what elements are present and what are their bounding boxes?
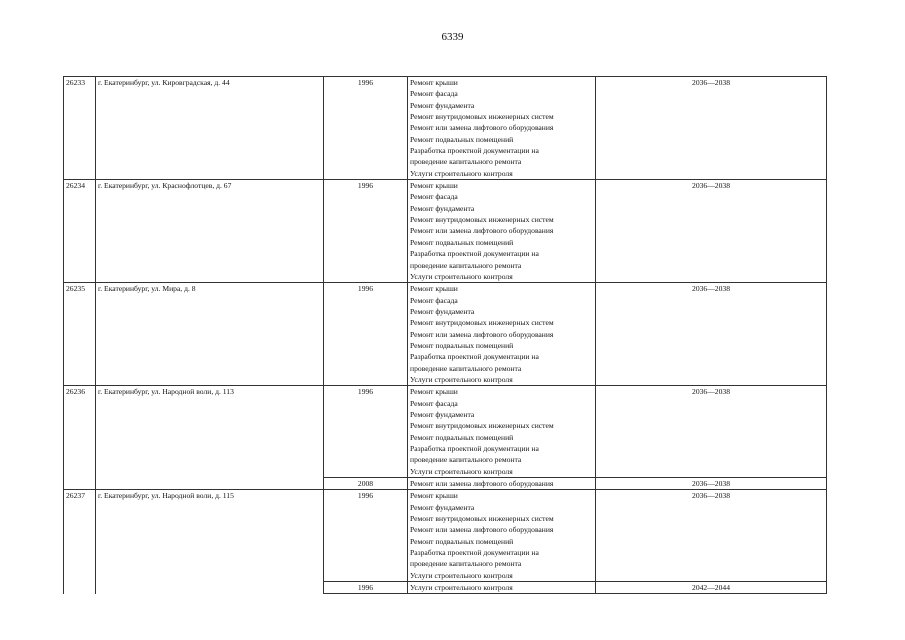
repair-period: 2042—2044 (596, 582, 827, 594)
work-item: Ремонт фундамента (410, 203, 475, 213)
work-item: Ремонт крыши (410, 78, 458, 87)
table-row (64, 77, 827, 180)
construction-year: 2008 (324, 478, 408, 490)
work-item: Ремонт подвальных помещений (410, 237, 514, 247)
table-body (64, 77, 827, 594)
work-item: Ремонт фундамента (410, 409, 475, 419)
work-item: проведение капитального ремонта (410, 559, 522, 569)
work-item: Ремонт подвальных помещений (410, 340, 514, 350)
work-item: Услуги строительного контроля (410, 271, 513, 281)
page-number: 6339 (441, 31, 464, 43)
work-item: Ремонт или замена лифтового оборудования (410, 479, 554, 489)
repair-period: 2036—2038 (596, 77, 827, 180)
work-item: Услуги строительного контроля (410, 583, 513, 593)
repair-period: 2036—2038 (596, 180, 827, 283)
work-item: Ремонт фундамента (410, 502, 475, 512)
work-list (408, 490, 596, 582)
work-item: Разработка проектной документации на (410, 146, 539, 156)
construction-year: 1996 (324, 77, 408, 180)
work-item: проведение капитального ремонта (410, 260, 522, 270)
work-item: Ремонт внутридомовых инженерных систем (410, 112, 554, 122)
work-item: Ремонт внутридомовых инженерных систем (410, 318, 554, 328)
repair-schedule-table (63, 76, 827, 594)
work-item: Ремонт подвальных помещений (410, 536, 514, 546)
work-item: Ремонт фундамента (410, 100, 475, 110)
work-item: Разработка проектной документации на (410, 444, 539, 453)
work-item: Ремонт крыши (410, 491, 458, 501)
building-address: г. Екатеринбург, ул. Мира, д. 8 (96, 283, 324, 386)
work-item: Ремонт внутридомовых инженерных систем (410, 421, 554, 431)
construction-year: 1996 (324, 582, 408, 594)
building-id: 26237 (64, 490, 96, 594)
building-id: 26235 (64, 283, 96, 386)
repair-period: 2036—2038 (596, 283, 827, 386)
repair-period: 2036—2038 (596, 490, 827, 582)
work-item: Ремонт крыши (410, 181, 458, 191)
building-address: г. Екатеринбург, ул. Народной воли, д. 115 (96, 490, 324, 594)
work-item: Ремонт или замена лифтового оборудования (410, 123, 554, 133)
table-row (64, 283, 827, 386)
work-item: Разработка проектной документации на (410, 352, 539, 362)
building-address: г. Екатеринбург, ул. Краснофлотцев, д. 67 (96, 180, 324, 283)
repair-period: 2036—2038 (596, 478, 827, 490)
building-id: 26233 (64, 77, 96, 180)
building-address: г. Екатеринбург, ул. Народной воли, д. 113 (96, 386, 324, 490)
work-item: Ремонт внутридомовых инженерных систем (410, 514, 554, 524)
building-address: г. Екатеринбург, ул. Кировградская, д. 44 (96, 77, 324, 180)
work-list (408, 478, 596, 490)
work-item: Разработка проектной документации на (410, 548, 539, 558)
table-row (64, 180, 827, 283)
work-list (408, 582, 596, 594)
work-item: Услуги строительного контроля (410, 168, 513, 178)
work-item: Ремонт крыши (410, 284, 458, 294)
work-item: Услуги строительного контроля (410, 570, 513, 580)
work-list (408, 77, 596, 180)
work-item: Услуги строительного контроля (410, 466, 513, 476)
work-item: Ремонт фасада (410, 192, 458, 202)
work-item: Разработка проектной документации на (410, 249, 539, 259)
work-item: Ремонт или замена лифтового оборудования (410, 525, 554, 535)
work-item: Ремонт фасада (410, 398, 458, 408)
work-list (408, 283, 596, 386)
work-item: Ремонт фасада (410, 295, 458, 305)
work-item: проведение капитального ремонта (410, 363, 522, 373)
work-list (408, 180, 596, 283)
work-item: Ремонт подвальных помещений (410, 134, 514, 144)
work-item: Ремонт или замена лифтового оборудования (410, 329, 554, 339)
work-item: Ремонт крыши (410, 387, 458, 397)
table-row (64, 386, 827, 478)
work-item: проведение капитального ремонта (410, 157, 522, 167)
work-item: Услуги строительного контроля (410, 374, 513, 384)
repair-period: 2036—2038 (596, 386, 827, 478)
work-item: Ремонт внутридомовых инженерных систем (410, 215, 554, 225)
work-item: Ремонт фасада (410, 89, 458, 99)
construction-year: 1996 (324, 180, 408, 283)
construction-year: 1996 (324, 490, 408, 582)
work-item: Ремонт фундамента (410, 306, 475, 316)
work-item: Ремонт или замена лифтового оборудования (410, 226, 554, 236)
building-id: 26236 (64, 386, 96, 490)
work-list (408, 386, 596, 478)
building-id: 26234 (64, 180, 96, 283)
table-row (64, 490, 827, 582)
work-item: Ремонт подвальных помещений (410, 432, 514, 442)
construction-year: 1996 (324, 283, 408, 386)
work-item: проведение капитального ремонта (410, 455, 522, 465)
construction-year: 1996 (324, 386, 408, 478)
